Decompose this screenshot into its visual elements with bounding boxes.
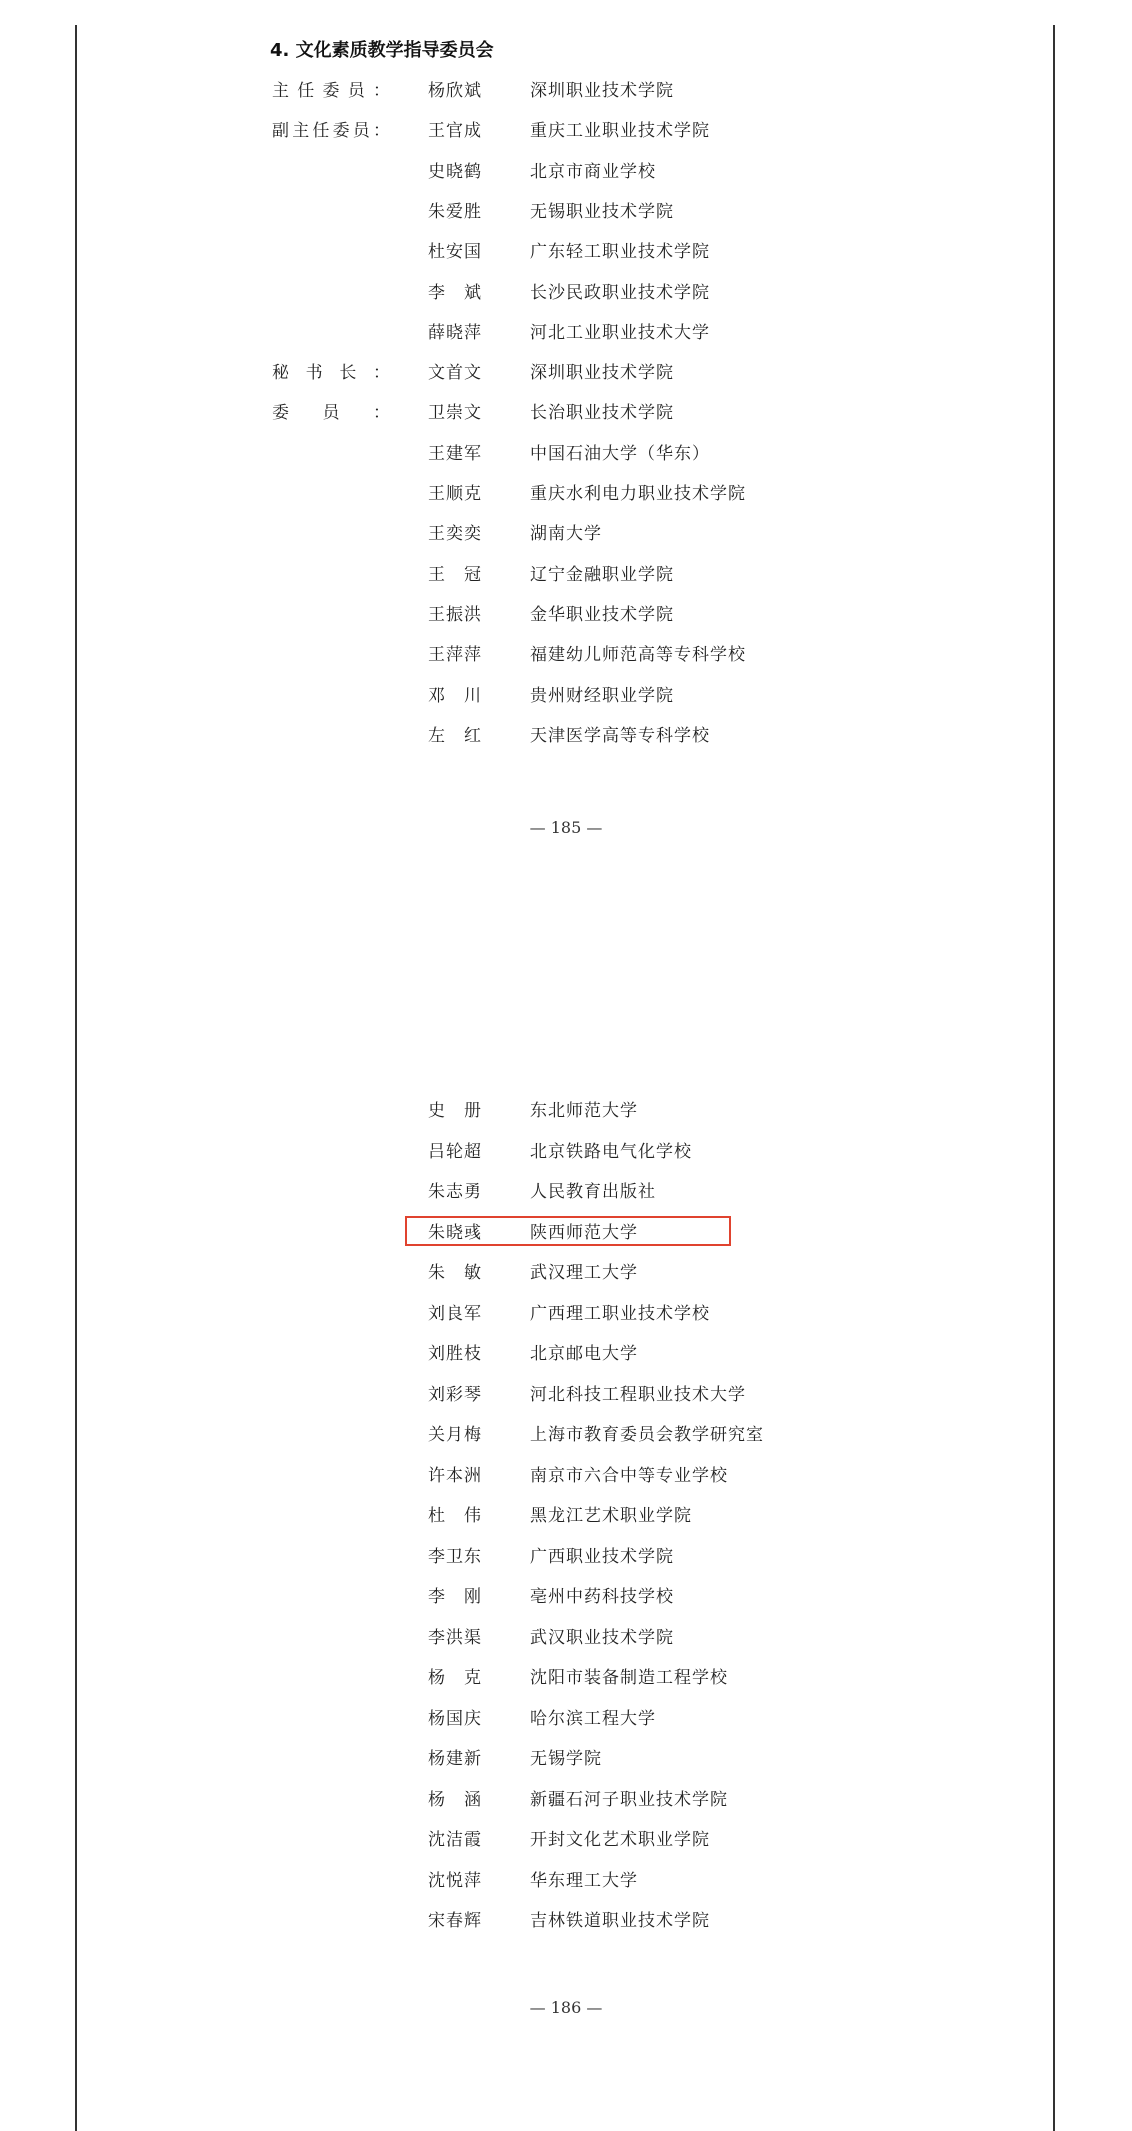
member-organization: 长沙民政职业技术学院 [530, 282, 710, 303]
member-name: 杨建新 [428, 1749, 482, 1769]
member-organization: 深圳职业技术学院 [530, 81, 674, 101]
member-organization: 新疆石河子职业技术学院 [530, 1789, 728, 1810]
page-number-185: — 185 — [529, 818, 603, 837]
member-name: 宋春辉 [428, 1911, 482, 1931]
member-name: 刘良军 [428, 1303, 482, 1324]
member-row [0, 1091, 1132, 1131]
member-name: 王奕奕 [428, 524, 482, 545]
member-row [0, 1334, 1132, 1374]
member-name: 杨 克 [428, 1668, 482, 1688]
member-row [0, 716, 1132, 756]
member-row [0, 474, 1132, 514]
member-row [0, 1780, 1132, 1820]
member-organization: 黑龙江艺术职业学院 [530, 1506, 692, 1526]
member-row [0, 1901, 1132, 1941]
member-row [0, 434, 1132, 474]
member-organization: 南京市六合中等专业学校 [530, 1465, 728, 1486]
member-organization: 重庆工业职业技术学院 [530, 121, 710, 142]
member-name: 薛晓萍 [428, 322, 482, 343]
member-row [0, 273, 1132, 313]
member-name: 李卫东 [428, 1546, 482, 1567]
member-organization: 上海市教育委员会教学研究室 [530, 1425, 764, 1445]
member-name: 左 红 [428, 725, 482, 746]
member-organization: 无锡职业技术学院 [530, 201, 674, 222]
member-row [0, 71, 1132, 111]
member-name: 李洪渠 [428, 1627, 482, 1648]
member-row [0, 313, 1132, 353]
member-organization: 无锡学院 [530, 1749, 602, 1769]
member-row [0, 635, 1132, 675]
member-name: 王 冠 [428, 564, 482, 585]
member-name: 朱 敏 [428, 1263, 482, 1283]
member-role: 副 主 任 委 员 ： [272, 121, 392, 142]
member-row [0, 1496, 1132, 1536]
member-name: 王顺克 [428, 484, 482, 504]
member-organization: 深圳职业技术学院 [530, 363, 674, 384]
member-row [0, 111, 1132, 151]
member-row [0, 192, 1132, 232]
member-name: 史晓鹤 [428, 161, 482, 182]
member-organization: 沈阳市装备制造工程学校 [530, 1668, 728, 1688]
member-organization: 金华职业技术学院 [530, 604, 674, 625]
member-organization: 河北工业职业技术大学 [530, 322, 710, 343]
member-row [0, 1132, 1132, 1172]
member-row [0, 595, 1132, 635]
member-organization: 广东轻工职业技术学院 [530, 242, 710, 263]
member-row [0, 152, 1132, 192]
member-row [0, 1820, 1132, 1860]
member-organization: 福建幼儿师范高等专科学校 [530, 645, 746, 666]
member-name: 沈洁霞 [428, 1830, 482, 1850]
member-organization: 东北师范大学 [530, 1101, 638, 1121]
member-organization: 广西理工职业技术学校 [530, 1303, 710, 1324]
member-name: 朱爱胜 [428, 201, 482, 222]
member-name: 王官成 [428, 121, 482, 142]
member-name: 杨欣斌 [428, 81, 482, 101]
member-organization: 亳州中药科技学校 [530, 1587, 674, 1607]
member-name: 文首文 [428, 363, 482, 384]
member-name: 杨国庆 [428, 1708, 482, 1729]
member-organization: 吉林铁道职业技术学院 [530, 1911, 710, 1931]
member-name: 杜 伟 [428, 1506, 482, 1526]
member-organization: 重庆水利电力职业技术学院 [530, 484, 746, 504]
highlight-box [405, 1216, 731, 1246]
member-organization: 北京铁路电气化学校 [530, 1141, 692, 1162]
member-organization: 陕西师范大学 [530, 1222, 638, 1243]
member-row [0, 1861, 1132, 1901]
member-name: 沈悦萍 [428, 1870, 482, 1891]
member-organization: 广西职业技术学院 [530, 1546, 674, 1567]
member-organization: 华东理工大学 [530, 1870, 638, 1891]
member-row [0, 232, 1132, 272]
member-row [0, 1456, 1132, 1496]
member-name: 邓 川 [428, 685, 482, 706]
member-name: 杨 涵 [428, 1789, 482, 1810]
member-name: 朱晓彧 [428, 1222, 482, 1243]
member-row [0, 393, 1132, 433]
member-row [0, 1658, 1132, 1698]
member-organization: 湖南大学 [530, 524, 602, 545]
member-name: 刘彩琴 [428, 1384, 482, 1405]
member-name: 王建军 [428, 443, 482, 464]
member-name: 李 刚 [428, 1587, 482, 1607]
member-row [0, 555, 1132, 595]
member-organization: 天津医学高等专科学校 [530, 725, 710, 746]
member-name: 朱志勇 [428, 1182, 482, 1202]
member-organization: 人民教育出版社 [530, 1182, 656, 1202]
member-organization: 北京市商业学校 [530, 161, 656, 182]
member-name: 吕轮超 [428, 1141, 482, 1162]
member-row [0, 1172, 1132, 1212]
member-role: 主 任 委 员 ： [272, 81, 392, 101]
member-row [0, 1253, 1132, 1293]
member-row [0, 514, 1132, 554]
member-organization: 河北科技工程职业技术大学 [530, 1384, 746, 1405]
member-organization: 长治职业技术学院 [530, 403, 674, 424]
member-organization: 哈尔滨工程大学 [530, 1708, 656, 1729]
member-organization: 武汉职业技术学院 [530, 1627, 674, 1648]
section-title: 4. 文化素质教学指导委员会 [270, 40, 494, 61]
member-role: 委 员 ： [272, 403, 392, 424]
member-name: 刘胜枝 [428, 1344, 482, 1364]
member-organization: 北京邮电大学 [530, 1344, 638, 1364]
member-row [0, 1415, 1132, 1455]
member-organization: 中国石油大学（华东） [530, 443, 710, 464]
member-name: 关月梅 [428, 1425, 482, 1445]
member-name: 李 斌 [428, 282, 482, 303]
page-number-186: — 186 — [529, 1998, 603, 2017]
member-row [0, 1375, 1132, 1415]
member-row [0, 676, 1132, 716]
member-organization: 辽宁金融职业学院 [530, 564, 674, 585]
member-name: 卫崇文 [428, 403, 482, 424]
member-organization: 武汉理工大学 [530, 1263, 638, 1283]
member-name: 史 册 [428, 1101, 482, 1121]
member-name: 杜安国 [428, 242, 482, 263]
member-row [0, 1739, 1132, 1779]
member-row [0, 1537, 1132, 1577]
member-role: 秘 书 长 ： [272, 363, 392, 384]
member-name: 王萍萍 [428, 645, 482, 666]
member-name: 王振洪 [428, 604, 482, 625]
member-row [0, 1618, 1132, 1658]
member-row [0, 1577, 1132, 1617]
member-organization: 开封文化艺术职业学院 [530, 1830, 710, 1850]
member-organization: 贵州财经职业学院 [530, 685, 674, 706]
member-row [0, 1294, 1132, 1334]
member-name: 许本洲 [428, 1465, 482, 1486]
member-row [0, 353, 1132, 393]
member-row [0, 1699, 1132, 1739]
